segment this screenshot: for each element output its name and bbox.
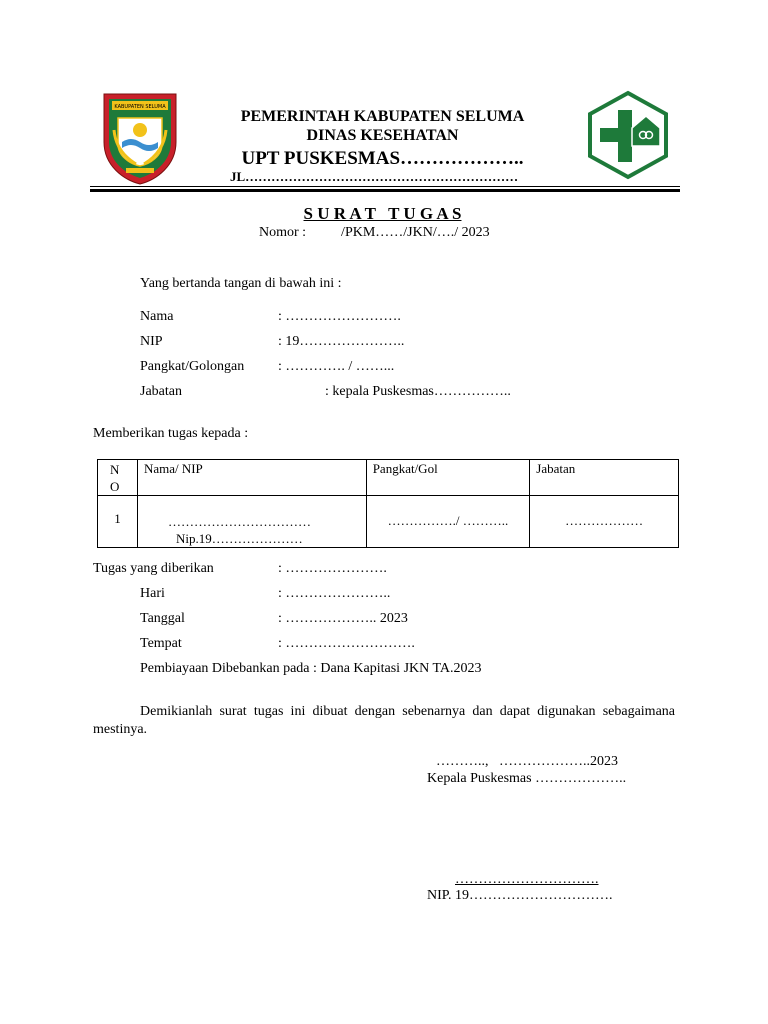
header-divider-thin — [90, 186, 680, 187]
row-name: …………………………… — [167, 514, 311, 529]
signer-rank-label: Pangkat/Golongan — [140, 359, 245, 374]
signature-place-date: ……….., ………………..2023 — [436, 754, 618, 769]
task-place-value: : ………………………. — [278, 636, 415, 651]
header-department: DINAS KESEHATAN — [306, 127, 459, 144]
header-divider-thick — [90, 189, 680, 192]
header-address: JL……………………………………………………… — [230, 169, 519, 184]
header-puskesmas: UPT PUSKESMAS……………….. — [241, 148, 524, 169]
row-no: 1 — [98, 496, 138, 548]
row-position: ……………… — [530, 496, 679, 548]
column-header-rank: Pangkat/Gol — [366, 460, 530, 496]
signature-position: Kepala Puskesmas ……………….. — [427, 771, 627, 786]
funding-text: Pembiayaan Dibebankan pada : Dana Kapitasi JKN TA.2023 — [140, 661, 482, 676]
task-day-value: : ………………….. — [278, 586, 391, 601]
signer-position-value: : kepala Puskesmas…………….. — [325, 384, 511, 399]
svg-text:KABUPATEN SELUMA: KABUPATEN SELUMA — [114, 104, 166, 110]
signature-name-line: …………………………. — [455, 872, 599, 887]
signature-nip: NIP. 19…………………………. — [427, 888, 613, 903]
puskesmas-logo — [586, 90, 670, 180]
row-name-nip-cell — [137, 496, 366, 548]
assignee-table — [97, 459, 679, 548]
signer-name-value: : ……………………. — [278, 309, 401, 324]
signer-rank-value: : …………. / ……... — [278, 359, 395, 374]
document-title: S U R A T T U G A S — [303, 204, 462, 223]
table-row — [98, 496, 679, 548]
task-place-label: Tempat — [140, 636, 182, 651]
kabupaten-seluma-logo — [100, 90, 180, 186]
task-day-label: Hari — [140, 586, 165, 601]
closing-paragraph: Demikianlah surat tugas ini dibuat dengan sebenarnya dan dapat digunakan sebagaimana mestinya. — [93, 704, 675, 737]
task-date-label: Tanggal — [140, 611, 185, 626]
header-government: PEMERINTAH KABUPATEN SELUMA — [240, 108, 525, 125]
assign-intro: Memberikan tugas kepada : — [93, 426, 249, 441]
intro-text: Yang bertanda tangan di bawah ini : — [140, 276, 342, 291]
table-header-row — [98, 460, 679, 496]
column-header-position: Jabatan — [530, 460, 679, 496]
row-nip: Nip.19………………… — [175, 531, 303, 546]
task-value: : …………………. — [278, 561, 387, 576]
column-header-no: N O — [98, 460, 138, 496]
task-date-value: : ……………….. 2023 — [278, 611, 408, 626]
task-label: Tugas yang diberikan — [93, 561, 214, 576]
signer-name-label: Nama — [140, 309, 174, 324]
column-header-name-nip: Nama/ NIP — [137, 460, 366, 496]
document-number: Nomor : /PKM……/JKN/…./ 2023 — [259, 225, 490, 240]
signer-nip-label: NIP — [140, 334, 163, 349]
signer-nip-value: : 19………………….. — [278, 334, 405, 349]
signer-position-label: Jabatan — [140, 384, 182, 399]
row-rank: ……………./ ……….. — [366, 496, 530, 548]
